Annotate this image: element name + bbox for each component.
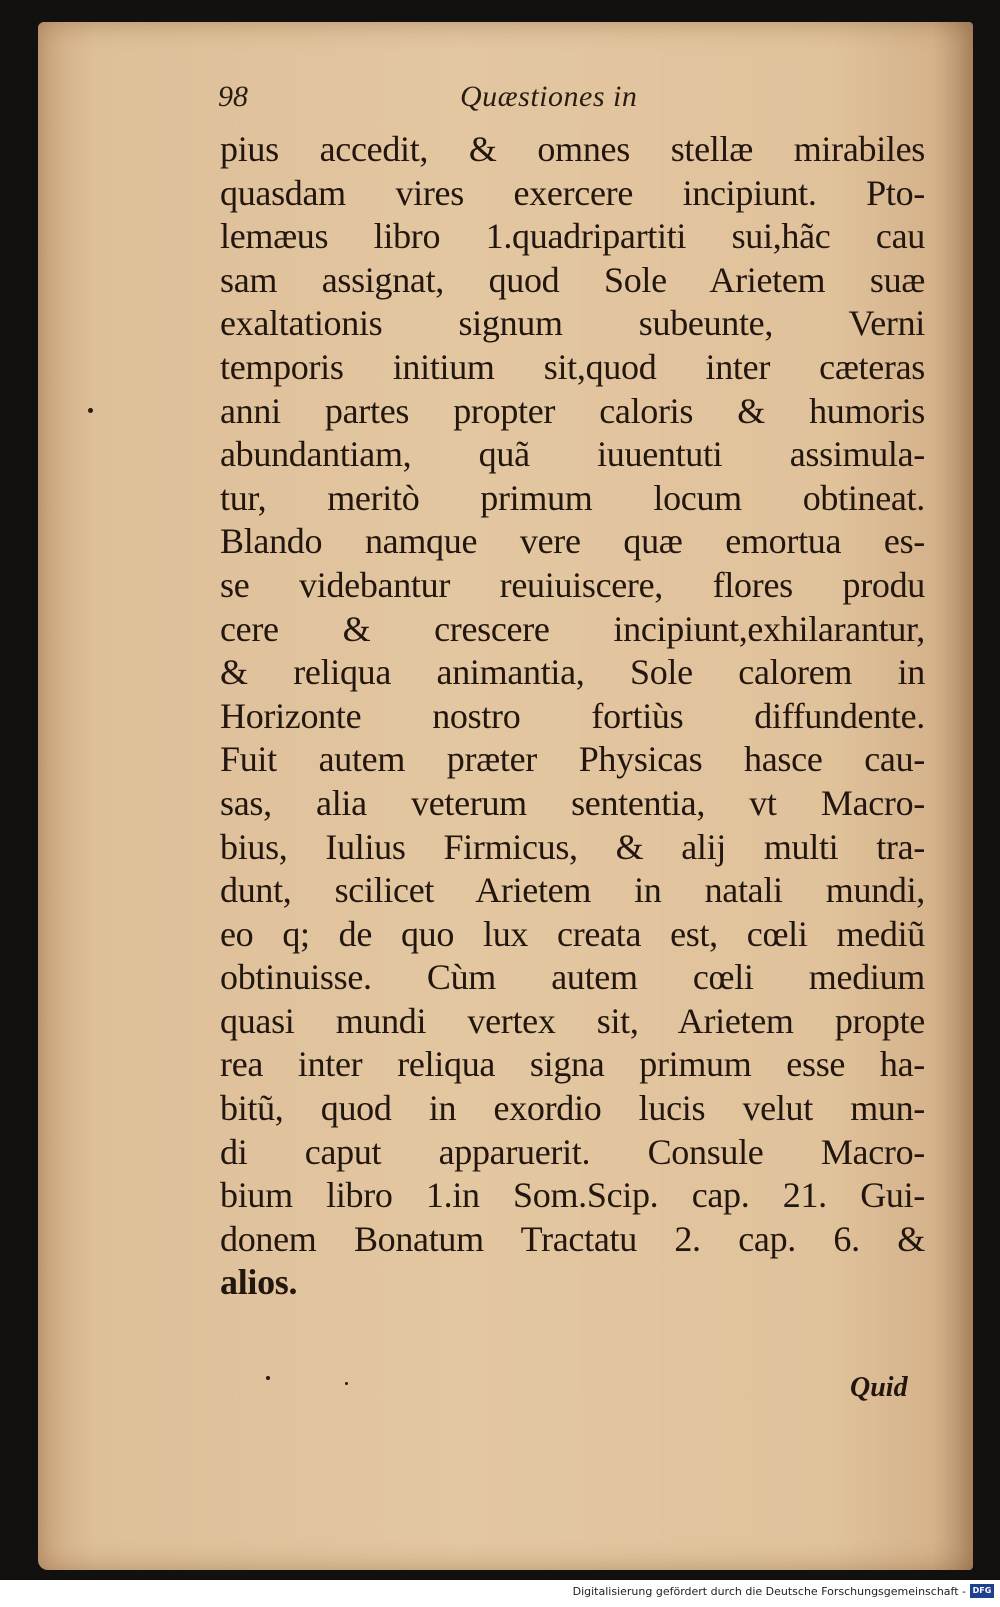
body-text [220, 128, 925, 1305]
ink-speck [345, 1382, 348, 1385]
page-edge-shadow [933, 22, 973, 1570]
ink-speck [88, 408, 93, 413]
dfg-logo: DFG [970, 1584, 994, 1598]
text-line: se videbantur reuiuiscere, flores produ [220, 564, 925, 605]
running-head [0, 80, 1000, 120]
ink-speck [266, 1376, 270, 1380]
text-line: Blando namque vere quæ emortua es- [220, 521, 925, 562]
text-line: Horizonte nostro fortiùs diffundente. [220, 695, 925, 736]
text-line: cere & crescere incipiunt,exhilarantur, [220, 608, 925, 649]
text-line: di caput apparuerit. Consule Macro- [220, 1131, 925, 1172]
text-line: Fuit autem præter Physicas hasce cau- [220, 739, 925, 780]
text-line: dunt, scilicet Arietem in natali mundi, [220, 870, 925, 911]
text-line: obtinuisse. Cùm autem cœli medium [220, 957, 925, 998]
text-line: pius accedit, & omnes stellæ mirabiles [220, 129, 925, 169]
text-line: temporis initium sit,quod inter cæteras [220, 346, 925, 387]
text-line: rea inter reliqua signa primum esse ha- [220, 1044, 925, 1085]
catchword: Quid [850, 1372, 908, 1403]
text-line: sam assignat, quod Sole Arietem suæ [220, 259, 925, 300]
text-line: bitũ, quod in exordio lucis velut mun- [220, 1088, 925, 1129]
running-head-title: Quæstiones in [460, 80, 638, 113]
footer-bar [0, 1580, 1000, 1607]
text-line: tur, meritò primum locum obtineat. [220, 477, 925, 518]
text-line: donem Bonatum Tractatu 2. cap. 6. & [220, 1218, 925, 1259]
text-line: quasi mundi vertex sit, Arietem propte [220, 1000, 925, 1041]
footer-credit: Digitalisierung gefördert durch die Deutsche Forschungsgemeinschaft - [572, 1585, 966, 1598]
text-line: & reliqua animantia, Sole calorem in [220, 652, 925, 693]
text-line: eo q; de quo lux creata est, cœli mediũ [220, 913, 925, 954]
text-line: exaltationis signum subeunte, Verni [220, 303, 925, 344]
text-line: bius, Iulius Firmicus, & alij multi tra- [220, 826, 925, 867]
text-line: abundantiam, quã iuuentuti assimula- [220, 434, 925, 475]
text-line: bium libro 1.in Som.Scip. cap. 21. Gui- [220, 1175, 925, 1216]
page-number: 98 [218, 80, 248, 113]
text-line: lemæus libro 1.quadripartiti sui,hãc cau [220, 216, 925, 257]
text-line-last: alios. [220, 1262, 298, 1303]
text-line: sas, alia veterum sententia, vt Macro- [220, 782, 925, 823]
text-line: quasdam vires exercere incipiunt. Pto- [220, 172, 925, 213]
text-line: anni partes propter caloris & humoris [220, 390, 925, 431]
